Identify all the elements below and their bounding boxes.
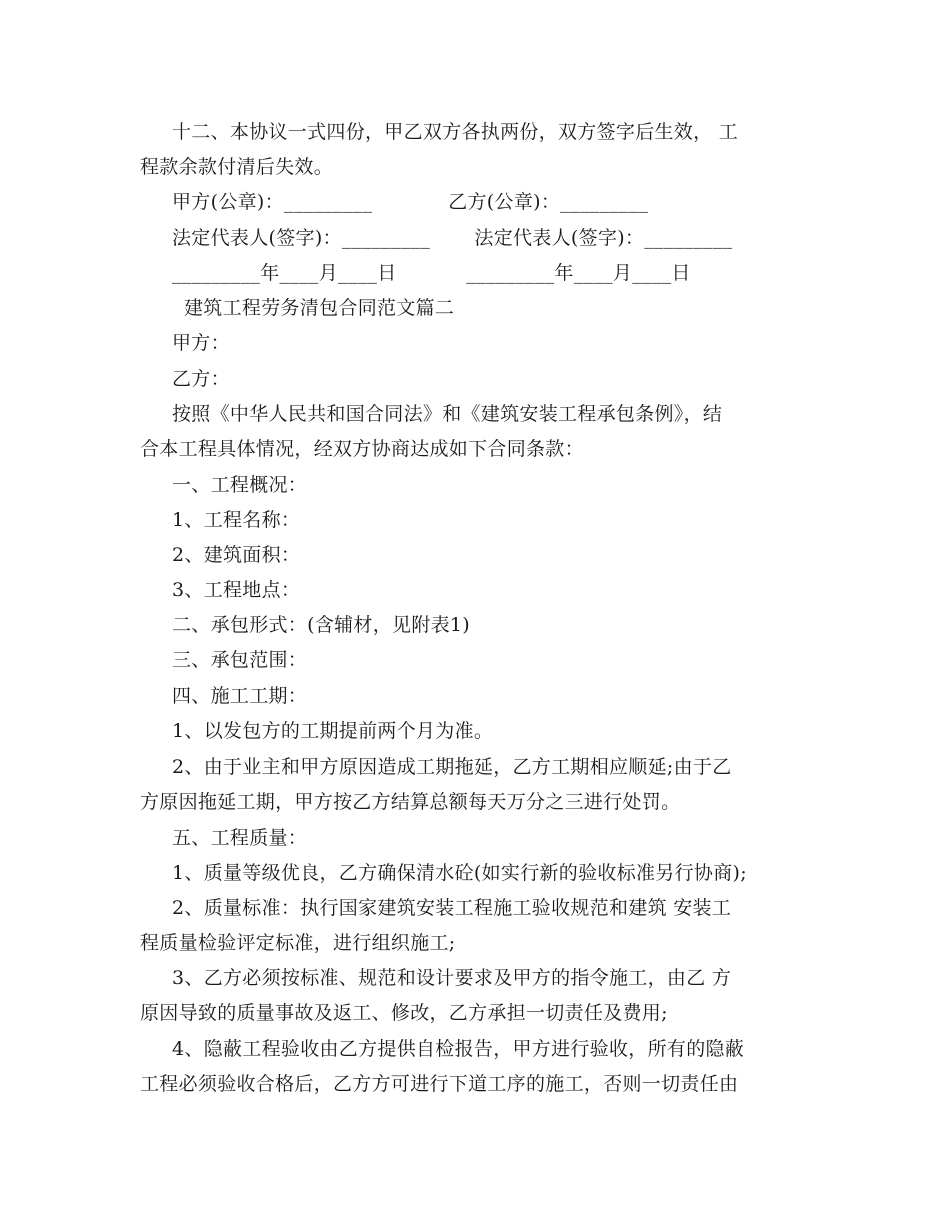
text-line: 3、乙方必须按标准、规范和设计要求及甲方的指令施工，由乙 方 (172, 967, 732, 989)
text-line: 方原因拖延工期，甲方按乙方结算总额每天万分之三进行处罚。 (140, 791, 681, 813)
section-title: 建筑工程劳务清包合同范文篇二 (184, 297, 455, 319)
text-line: 工程必须验收合格后，乙方方可进行下道工序的施工，否则一切责任由 (140, 1073, 739, 1095)
text-line: _________年____月____日 _________年____月____日 (172, 262, 691, 284)
text-line: 1、工程名称： (172, 509, 301, 531)
text-line: 程质量检验评定标准，进行组织施工; (140, 932, 456, 954)
text-line: 甲方(公章)：_________ 乙方(公章)：_________ (172, 191, 649, 213)
text-line: 三、承包范围： (172, 649, 308, 671)
text-line: 1、质量等级优良，乙方确保清水砼(如实行新的验收标准另行协商); (172, 862, 747, 884)
text-line: 五、工程质量： (172, 827, 308, 849)
text-line: 3、工程地点： (172, 579, 301, 601)
text-line: 合本工程具体情况，经双方协商达成如下合同条款： (140, 438, 584, 460)
text-line: 2、由于业主和甲方原因造成工期拖延，乙方工期相应顺延;由于乙 (172, 756, 732, 778)
text-line: 4、隐蔽工程验收由乙方提供自检报告，甲方进行验收，所有的隐蔽 (172, 1038, 745, 1060)
text-line: 二、承包形式：(含辅材，见附表1) (172, 614, 471, 636)
text-line: 乙方： (172, 368, 230, 390)
text-line: 一、工程概况： (172, 474, 308, 496)
text-line: 四、施工工期： (172, 685, 308, 707)
text-line: 甲方： (172, 332, 230, 354)
text-line: 按照《中华人民共和国合同法》和《建筑安装工程承包条例》，结 (172, 403, 723, 425)
text-line: 2、质量标准：执行国家建筑安装工程施工验收规范和建筑 安装工 (172, 897, 732, 919)
text-line: 程款余款付清后失效。 (140, 156, 334, 178)
text-line: 2、建筑面积： (172, 544, 301, 566)
text-line: 十二、本协议一式四份，甲乙双方各执两份，双方签字后生效， 工 (172, 121, 739, 143)
text-line: 原因导致的质量事故及返工、修改，乙方承担一切责任及费用; (140, 1002, 668, 1024)
text-line: 1、以发包方的工期提前两个月为准。 (172, 720, 494, 742)
text-line: 法定代表人(签字)：_________ 法定代表人(签字)：_________ (172, 227, 733, 249)
